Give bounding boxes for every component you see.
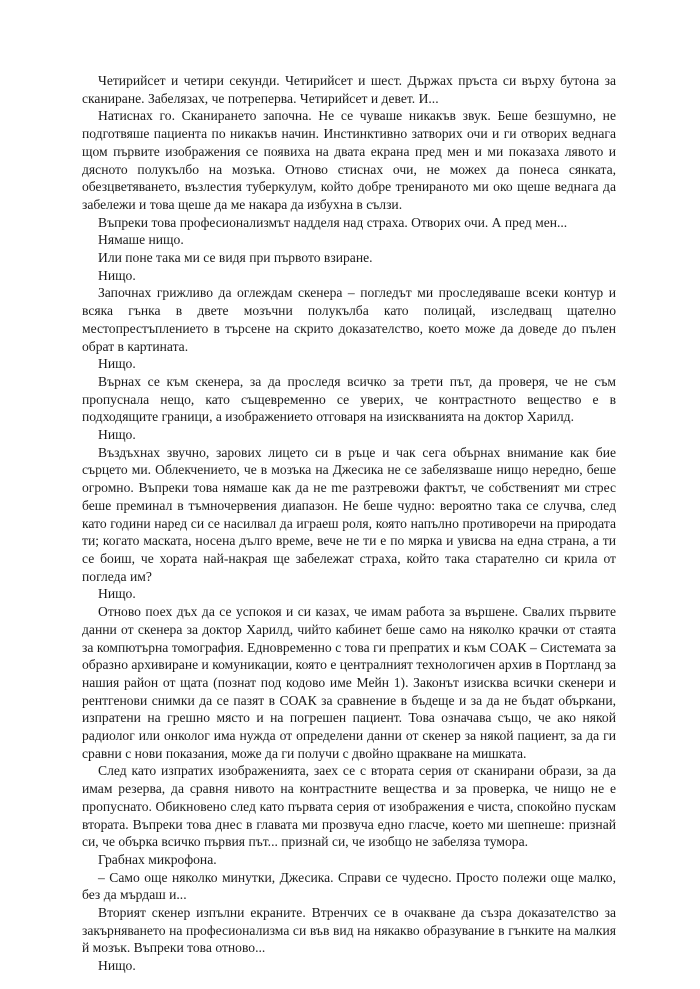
paragraph: Грабнах микрофона. — [98, 851, 217, 867]
paragraph: Въздъхнах звучно, зарових лицето си в ръце и чак сега обърнах внимание как бие сърцето ми. Облекчението, че в мозъка на Джесика не се забелязваше нищо нередно, беше огромно. Въпреки това нямаше как да не me разтревожи фактът, че собственият ми стрес беше преминал в тъмночервения диапазон. Не беше чудно: вероятно така се случва, след като години наред си се насилвал да играеш роля, която напълно противоречи на природата ти; когато маската, носена дълго време, вече не ти е по мярка и увисва на една страна, а ти се боиш, че хората най-накрая ще забележат страха, който така старателно си крила от погледа им? — [82, 444, 616, 584]
paragraph: Започнах грижливо да оглеждам скенера – погледът ми проследяваше всеки контур и всяка гънка в двете мозъчни полукълба като полицай, изследващ щателно местопрестъплението в търсене на скрито доказателство, което може да доведе до пълен обрат в картината. — [82, 285, 616, 354]
paragraph: Или поне така ми се видя при първото взиране. — [98, 250, 373, 266]
paragraph: – Само още няколко минутки, Джесика. Справи се чудесно. Просто полежи още малко, без да мърдаш и... — [82, 869, 616, 903]
paragraph: Нищо. — [98, 427, 136, 443]
paragraph: Нищо. — [98, 958, 136, 974]
paragraph: След като изпратих изображенията, заех се с втората серия от сканирани образи, за да имам резерва, да сравня нивото на контрастните вещества и за проверка, че нищо не е пропуснато. Обикновено след като първата серия от изображения е чиста, спокойно пускам втората. Въпреки това днес в главата ми прозвуча едно гласче, което ми шепнеше: признай си, че обърка всичко първия път... признай си, че изобщо не забеляза тумора. — [82, 763, 616, 850]
paragraph: Четирийсет и четири секунди. Четирийсет и шест. Държах пръста си върху бутона за сканиране. Забелязах, че потреперва. Четирийсет и девет. И... — [82, 73, 616, 106]
paragraph: Нямаше нищо. — [98, 232, 184, 248]
paragraph: Въпреки това професионализмът надделя над страха. Отворих очи. А пред мен... — [98, 214, 568, 230]
paragraph: Нищо. — [98, 586, 136, 602]
paragraph: Върнах се към скенера, за да проследя всичко за трети път, да проверя, че не съм пропуснала нещо, като същевременно се уверих, че контрастното вещество е в подходящите граници, а изображението отговаря на изискванията на доктор Харилд. — [82, 373, 616, 425]
paragraph: Нищо. — [98, 267, 136, 283]
paragraph: Натиснах го. Сканирането започна. Не се чуваше никакъв звук. Беше безшумно, не подготвяше пациента по никакъв начин. Инстинктивно затворих очи и ги отворих веднага щом първите изображения се появиха на двата екрана пред мен и ми показаха лявото и дясното полукълбо на мозъка. Отново стиснах очи, не можех да понеса сянката, обезцветяването, възлестия туберкулум, който добре тренираното ми око щеше веднага да забележи и това щеше да ме накара да избухна в сълзи. — [82, 108, 616, 212]
paragraph: Отново поех дъх да се успокоя и си казах, че имам работа за вършене. Свалих първите данни от скенера за доктор Харилд, чийто кабинет беше само на няколко крачки от стаята за компютърна томография. Едновременно с това ги препратих и към СОАК – Системата за образно архивиране и комуникации, която е централният технологичен архив в Портланд за нашия район от щата (познат под кодово име Мейн 1). Законът изисква всички скенери и рентгенови снимки да се пазят в СОАК за сравнение в бъдеще и за да не бъдат объркани, изпратени на грешно място и на погрешен пациент. Това означава също, че ако някой радиолог или онколог има нужда от определени данни от скенер за някой пациент, за да ги сравни с нови показания, може да ги получи с двойно щракване на мишката. — [82, 604, 616, 761]
paragraph: Вторият скенер изпълни екраните. Втренчих се в очакване да съзра доказателство за закърняването на професионализма си във вид на някакво образувание в гънките на малкия й мозък. Въпреки това отново... — [82, 905, 616, 956]
document-body — [82, 72, 616, 975]
paragraph: Нищо. — [98, 356, 136, 372]
